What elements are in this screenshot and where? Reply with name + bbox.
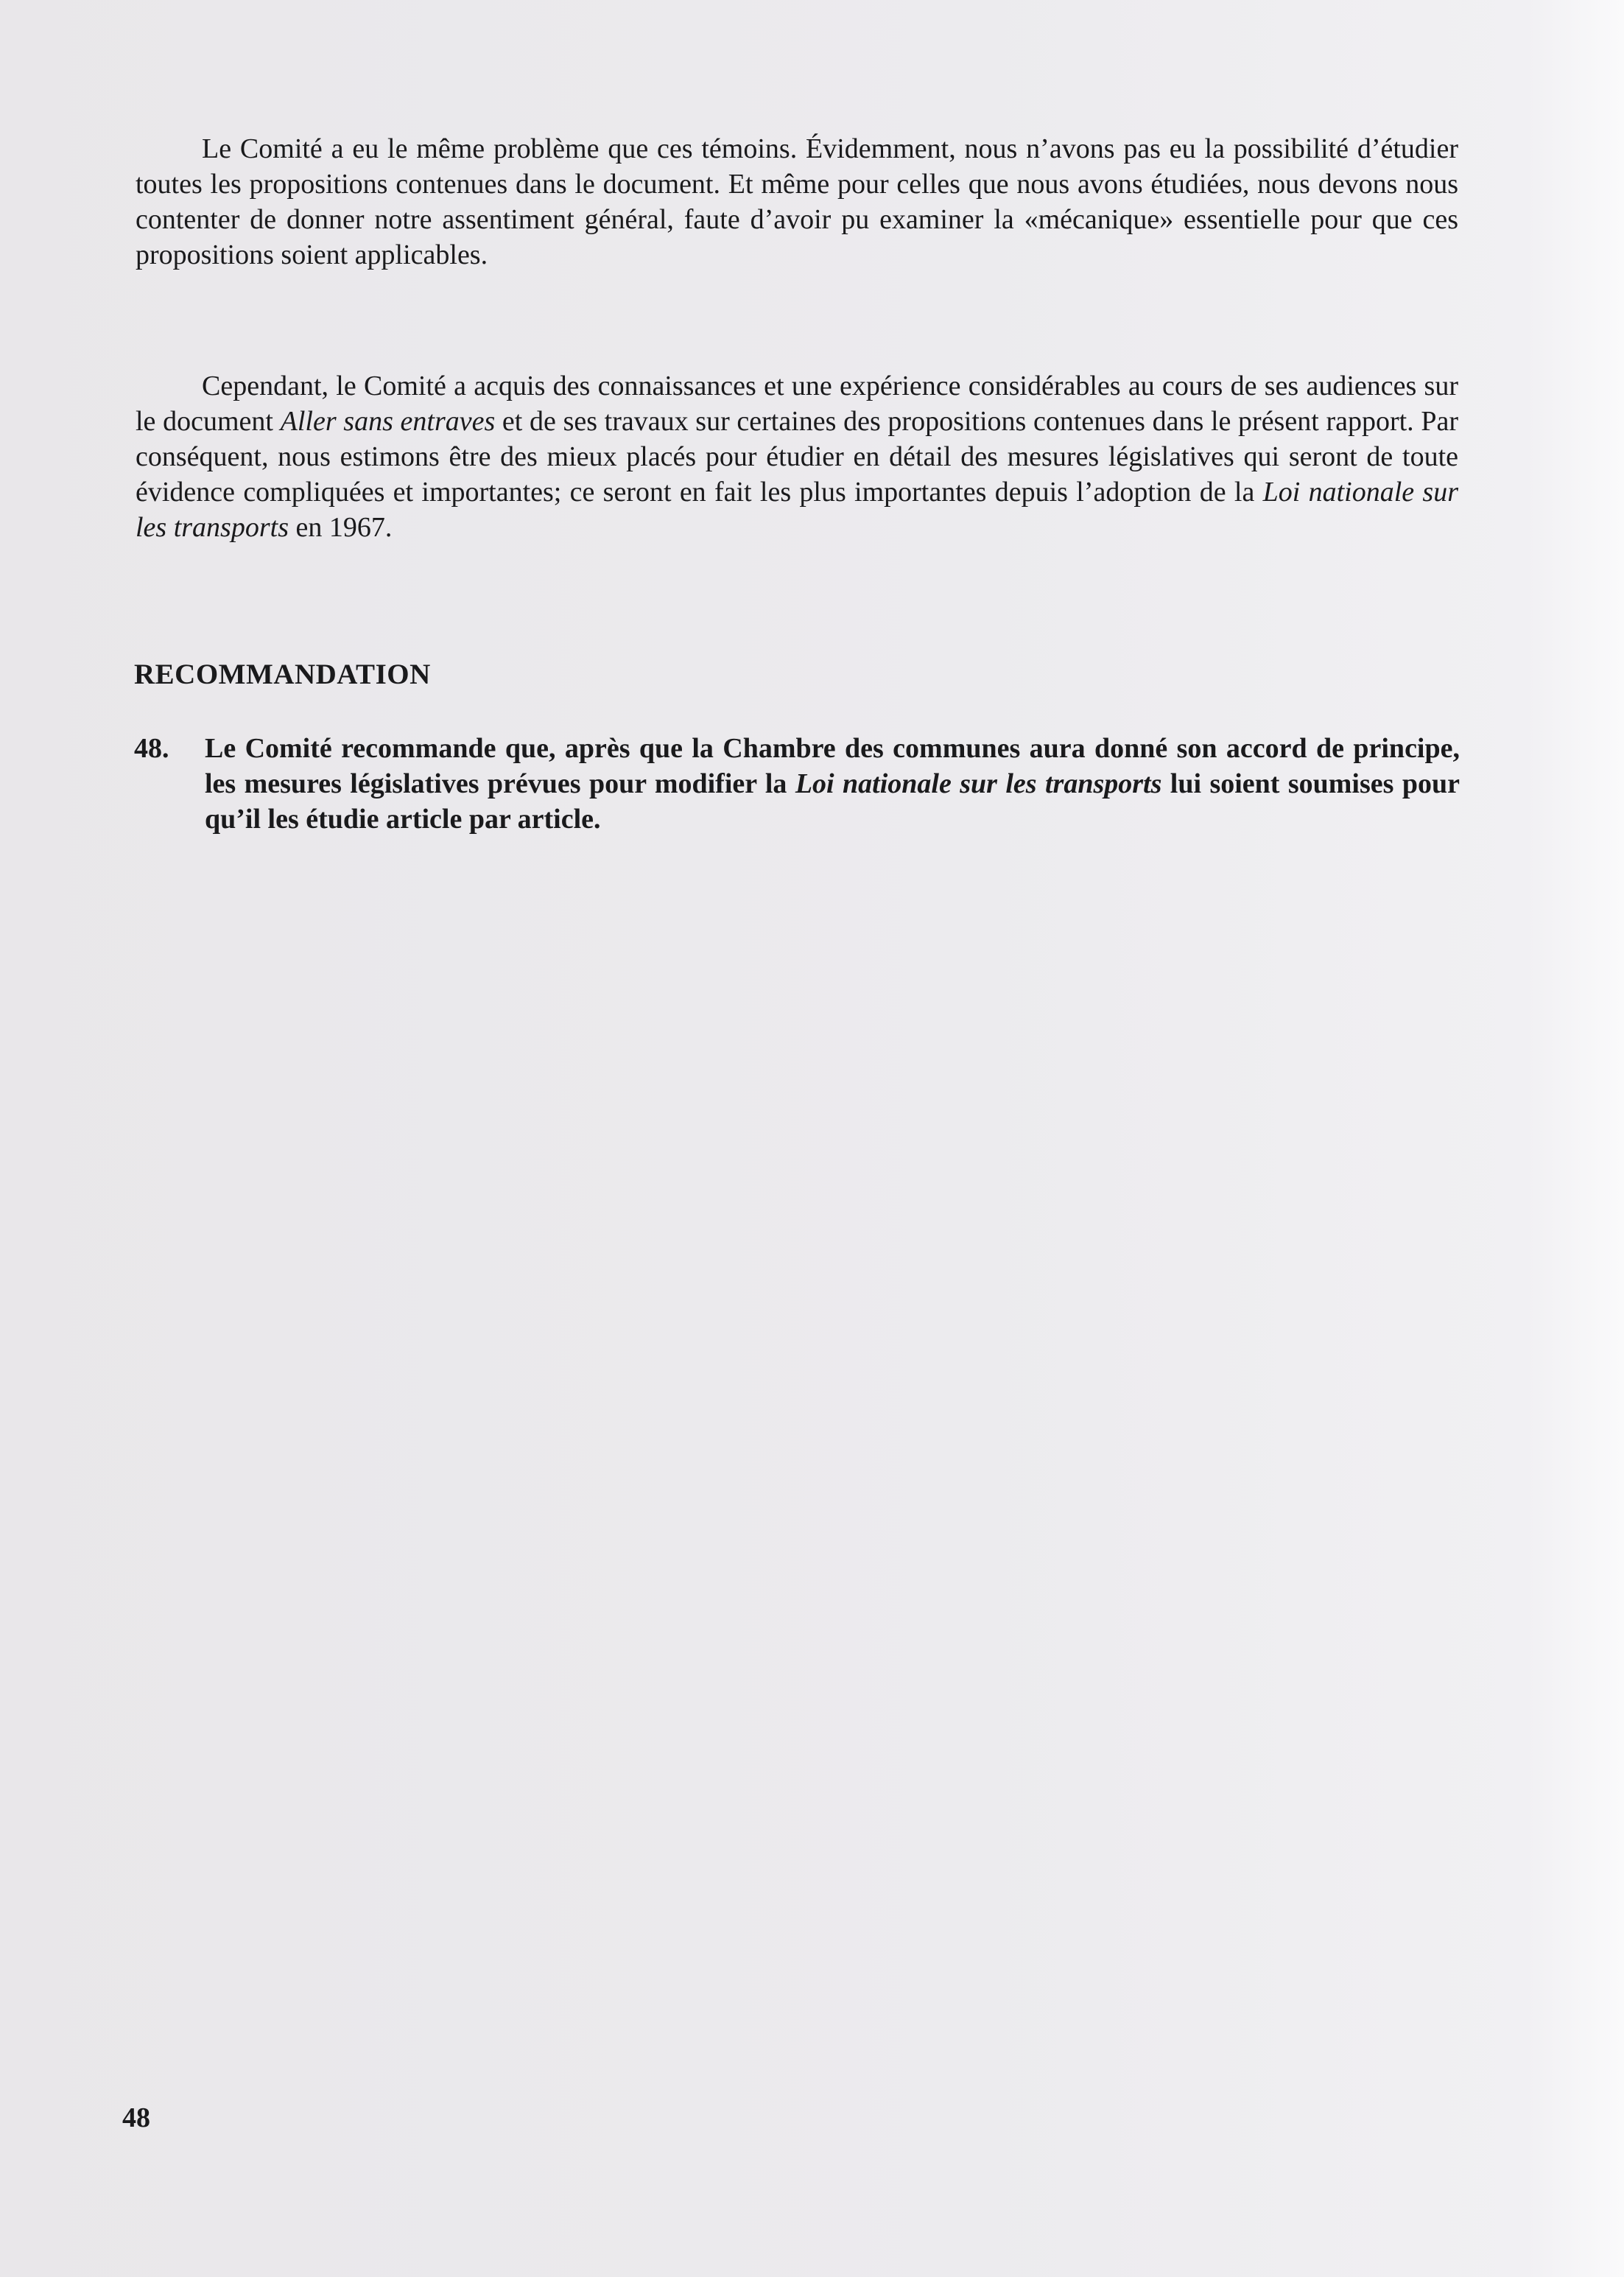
section-heading: RECOMMANDATION [134,659,431,690]
recommendation-number: 48. [134,733,169,764]
paragraph-1 [136,131,1458,273]
paragraph-2 [136,368,1458,545]
page-number: 48 [122,2102,150,2133]
law-title-italic: Loi nationale sur les transports [136,477,1458,543]
recommendation-text [205,731,1460,837]
paragraph-2-text-2: et de ses travaux sur certaines des propositions contenues dans le présent rapport. Par conséquent, nous estimons être des mieux placés pour étudier en détail des mesures législatives qui seront de toute évidence compliquées et importantes; ce seront en fait les plus importantes depuis l’adoption de la [136,406,1459,508]
recommendation-law-title: Loi nationale sur les transports [795,768,1162,799]
recommendation-item [134,731,1460,837]
paragraph-1-text: Le Comité a eu le même problème que ces témoins. Évidemment, nous n’avons pas eu la possibilité d’étudier toutes les propositions contenues dans le document. Et même pour celles que nous avons étudiées, nous devons nous contenter de donner notre assentiment général, faute d’avoir pu examiner la «mécanique» essentielle pour que ces propositions soient applicables. [136,133,1458,270]
paragraph-2-text-1: Cependant, le Comité a acquis des connaissances et une expérience considérables au cours de ses audiences sur le document [136,371,1458,437]
document-title-italic: Aller sans entraves [280,406,496,437]
recommendation-text-1: Le Comité recommande que, après que la Chambre des communes aura donné son accord de principe, les mesures législatives prévues pour modifier la [205,733,1460,799]
recommendation-text-2: lui soient soumises pour qu’il les étudie article par article. [205,768,1460,835]
paragraph-2-text-3: en 1967. [288,512,393,543]
